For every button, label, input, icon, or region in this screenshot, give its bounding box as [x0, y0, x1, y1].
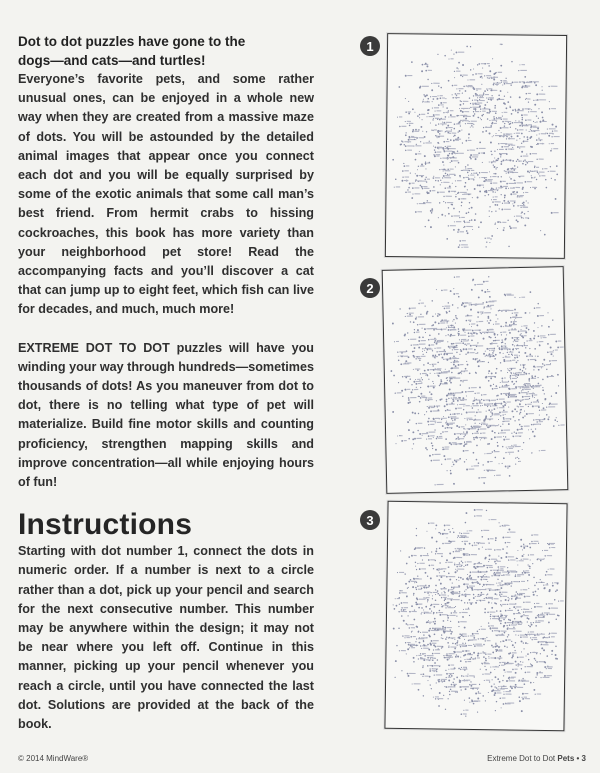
- puzzle-frame: [385, 33, 567, 259]
- copyright-notice: © 2014 MindWare®: [18, 754, 89, 763]
- text-column: [18, 32, 314, 734]
- puzzle-frame: [382, 266, 569, 494]
- puzzle-number-badge: 3: [360, 510, 380, 530]
- puzzle-thumbnail-1: [360, 32, 575, 262]
- footer-page-number: • 3: [576, 754, 586, 763]
- intro-paragraph-1: Everyone’s favorite pets, and some rather unusual ones, can be enjoyed in a whole new way when they are created from a massive maze of dots. You will be astounded by the detailed animal images that appear once you connect each dot and you will be equally surprised by some of the exotic animals that some call man’s best friend. From hermit crabs to hissing cockroaches, this book has more variety than your neighborhood pet store! Read the accompanying facts and you’ll discover a cat that can jump up to eight feet, which fish can live for decades, and much, much more!: [18, 72, 314, 317]
- headline-line-2: dogs—and cats—and turtles!: [18, 53, 206, 68]
- puzzle-frame: [384, 501, 567, 731]
- puzzle-number-badge: 1: [360, 36, 380, 56]
- headline-line-1: Dot to dot puzzles have gone to the: [18, 34, 246, 49]
- instructions-body: Starting with dot number 1, connect the dots in numeric order. If a number is next to a circle rather than a dot, pick up your pencil and search for the next consecutive number. This number may be anywhere within the design; it may not be near where you left off. Continue in this manner, picking up your pencil whenever you reach a circle, until you have connected the last dot. Solutions are provided at the back of the book.: [18, 544, 314, 732]
- dot-pattern-3: [385, 502, 566, 730]
- puzzle-thumbnail-2: [360, 266, 575, 498]
- dot-pattern-2: [383, 267, 568, 493]
- dot-pattern-1: [386, 34, 566, 258]
- puzzle-thumbnail-3: [360, 502, 575, 736]
- intro-paragraph-2: EXTREME DOT TO DOT puzzles will have you winding your way through hundreds—sometimes thousands of dots! As you maneuver from dot to dot, there is no telling what type of pet will materialize. Build fine motor skills and counting proficiency, strengthen mapping skills and improve concentration—all while enjoying hours of fun!: [18, 340, 314, 490]
- puzzle-number-badge: 2: [360, 278, 380, 298]
- footer-book-title: Extreme Dot to Dot: [487, 754, 556, 763]
- instructions-title: Instructions: [18, 508, 193, 542]
- page-footer: [487, 754, 586, 763]
- footer-book-subtitle: Pets: [557, 754, 575, 763]
- intro-headline: [18, 32, 314, 70]
